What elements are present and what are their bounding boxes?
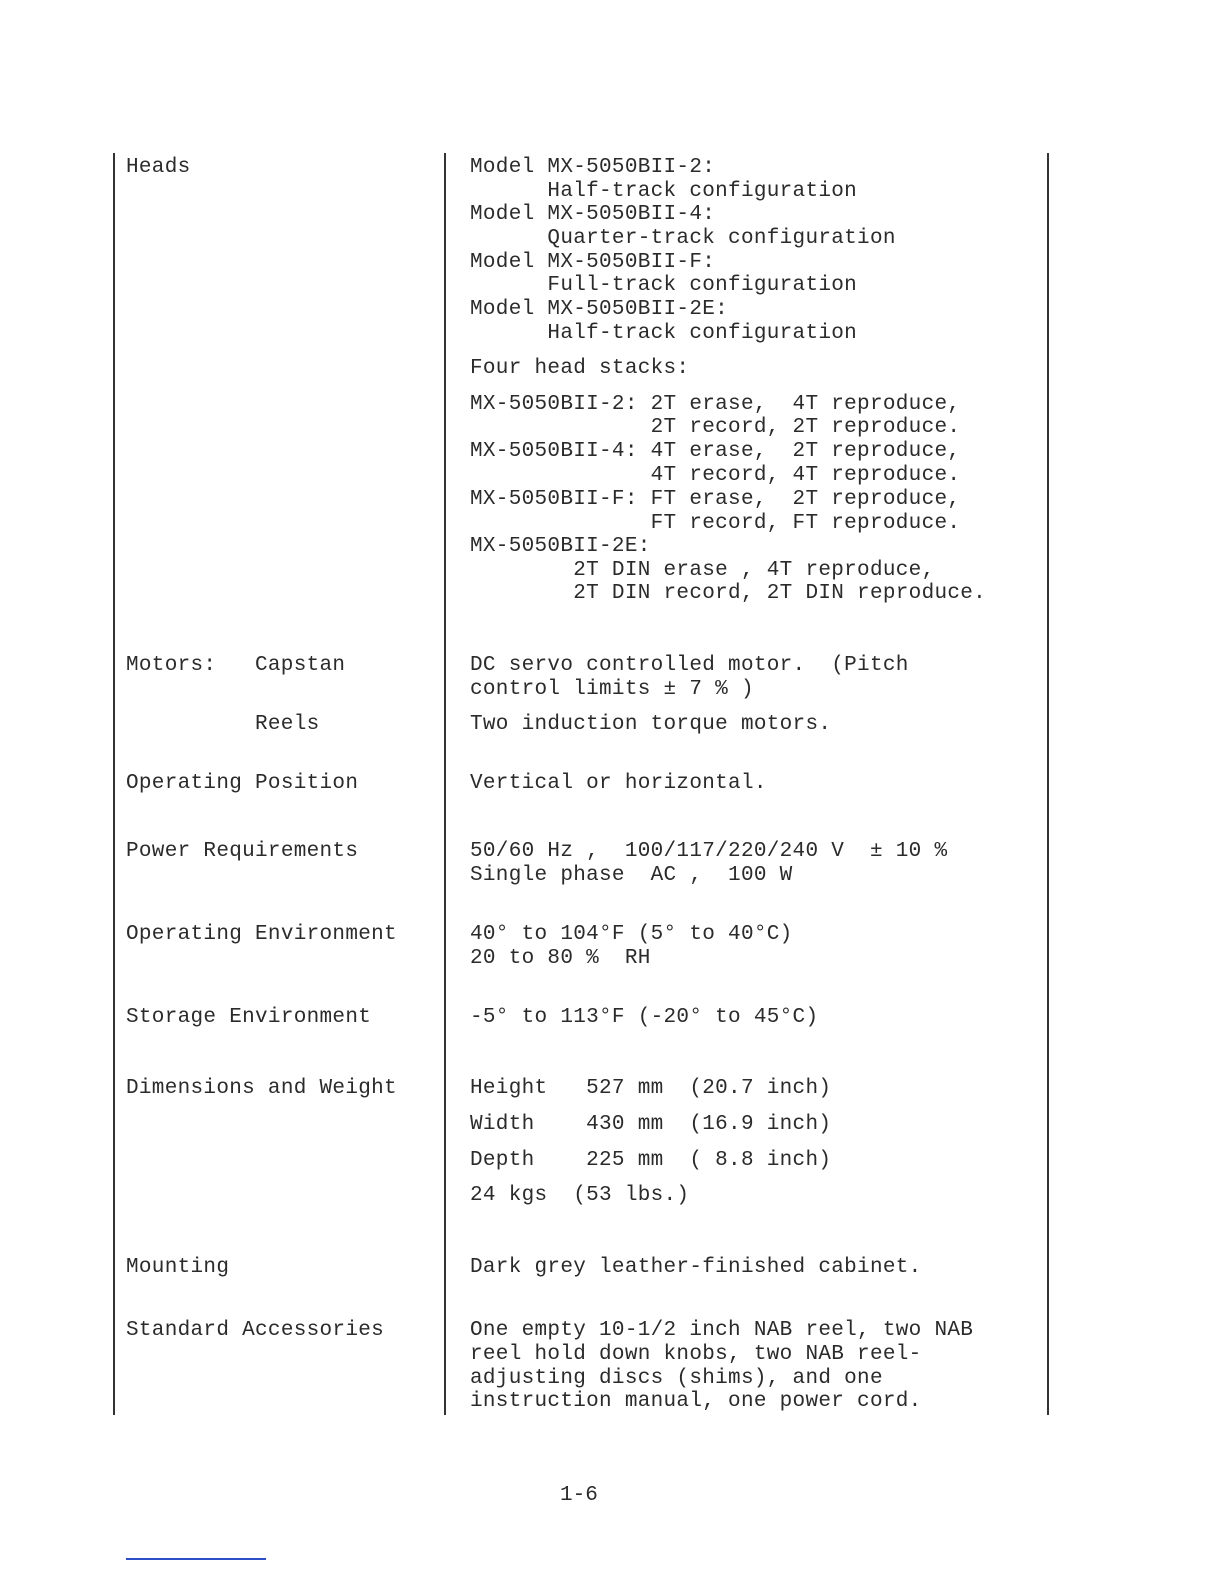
capstan-value: DC servo controlled motor. (Pitch [470, 654, 909, 677]
accessories-line: instruction manual, one power cord. [470, 1390, 922, 1413]
operating-env-label: Operating Environment [126, 923, 397, 946]
head-stack-line: 2T record, 2T reproduce. [470, 416, 961, 439]
dimension-depth: Depth 225 mm ( 8.8 inch) [470, 1149, 832, 1172]
capstan-value: control limits ± 7 % ) [470, 678, 754, 701]
storage-env-value: -5° to 113°F (-20° to 45°C) [470, 1006, 819, 1029]
accessories-line: One empty 10-1/2 inch NAB reel, two NAB [470, 1319, 974, 1342]
operating-env-value: 20 to 80 % RH [470, 947, 651, 970]
heads-label: Heads [126, 156, 191, 179]
operating-env-value: 40° to 104°F (5° to 40°C) [470, 923, 793, 946]
storage-env-label: Storage Environment [126, 1006, 372, 1029]
head-stacks-title: Four head stacks: [470, 357, 690, 380]
accessories-line: adjusting discs (shims), and one [470, 1367, 883, 1390]
head-stack-line: MX-5050BII-F: FT erase, 2T reproduce, [470, 488, 961, 511]
head-stack-line: MX-5050BII-4: 4T erase, 2T reproduce, [470, 440, 961, 463]
mounting-value: Dark grey leather-finished cabinet. [470, 1256, 922, 1279]
heads-line: Half-track configuration [470, 322, 858, 345]
capstan-label: Capstan [255, 654, 346, 677]
weight-value: 24 kgs (53 lbs.) [470, 1184, 690, 1207]
mounting-label: Mounting [126, 1256, 230, 1279]
power-value: 50/60 Hz , 100/117/220/240 V ± 10 % [470, 840, 948, 863]
heads-line: Model MX-5050BII-F: [470, 251, 716, 274]
head-stack-line: MX-5050BII-2E: [470, 535, 651, 558]
heads-line: Model MX-5050BII-2: [470, 156, 716, 179]
page-number: 1-6 [560, 1484, 598, 1507]
power-value: Single phase AC , 100 W [470, 864, 793, 887]
heads-line: Full-track configuration [470, 274, 858, 297]
dimension-width: Width 430 mm (16.9 inch) [470, 1113, 832, 1136]
head-stack-line: 2T DIN record, 2T DIN reproduce. [470, 582, 987, 605]
dimension-height: Height 527 mm (20.7 inch) [470, 1077, 832, 1100]
motors-label: Motors: [126, 654, 217, 677]
right-rule [1047, 153, 1049, 1415]
head-stack-line: MX-5050BII-2: 2T erase, 4T reproduce, [470, 393, 961, 416]
accessories-label: Standard Accessories [126, 1319, 385, 1342]
operating-position-label: Operating Position [126, 772, 359, 795]
footer-rule [126, 1558, 266, 1560]
heads-line: Quarter-track configuration [470, 227, 896, 250]
head-stack-line: 4T record, 4T reproduce. [470, 464, 961, 487]
accessories-line: reel hold down knobs, two NAB reel- [470, 1343, 922, 1366]
heads-line: Half-track configuration [470, 180, 858, 203]
heads-line: Model MX-5050BII-4: [470, 203, 716, 226]
left-rule [113, 153, 115, 1415]
head-stack-line: FT record, FT reproduce. [470, 512, 961, 535]
power-label: Power Requirements [126, 840, 359, 863]
heads-line: Model MX-5050BII-2E: [470, 298, 729, 321]
reels-label: Reels [255, 713, 320, 736]
center-rule [444, 153, 446, 1415]
dimensions-label: Dimensions and Weight [126, 1077, 397, 1100]
operating-position-value: Vertical or horizontal. [470, 772, 767, 795]
head-stack-line: 2T DIN erase , 4T reproduce, [470, 559, 935, 582]
reels-value: Two induction torque motors. [470, 713, 832, 736]
